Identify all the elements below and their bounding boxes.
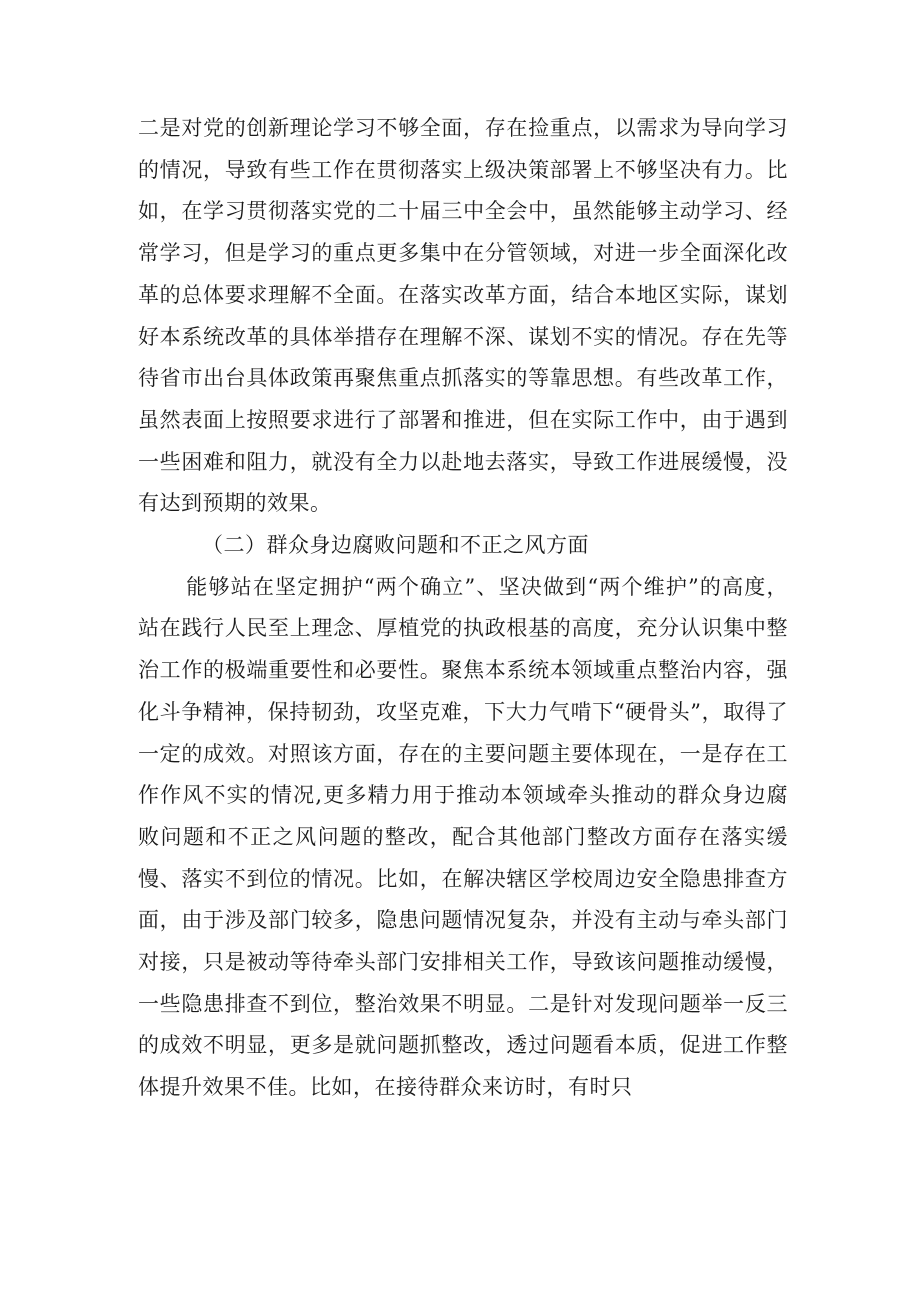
body-paragraph-1: 二是对党的创新理论学习不够全面，存在捡重点，以需求为导向学习的情况，导致有些工作在贯彻落实上级决策部署上不够坚决有力。比如，在学习贯彻落实党的二十届三中全会中，虽然能够主动学习、经常学习，但是学习的重点更多集中在分管领域，对进一步全面深化改革的总体要求理解不全面。在落实改革方面，结合本地区实际，谋划好本系统改革的具体举措存在理解不深、谋划不实的情况。存在先等待省市出台具体政策再聚焦重点抓落实的等靠思想。有些改革工作，虽然表面上按照要求进行了部署和推进，但在实际工作中，由于遇到一些困难和阻力，就没有全力以赴地去落实，导致工作进展缓慢，没有达到预期的效果。 bbox=[138, 116, 788, 516]
body-paragraph-2: 能够站在坚定拥护“两个确立”、坚决做到“两个维护”的高度，站在践行人民至上理念、厚植党的执政根基的高度，充分认识集中整治工作的极端重要性和必要性。聚焦本系统本领域重点整治内容，强化斗争精神，保持韧劲，攻坚克难，下大力气啃下“硬骨头”，取得了一定的成效。对照该方面，存在的主要问题主要体现在，一是存在工作作风不实的情况,更多精力用于推动本领域牵头推动的群众身边腐败问题和不正之风问题的整改，配合其他部门整改方面存在落实缓慢、落实不到位的情况。比如，在解决辖区学校周边安全隐患排查方面，由于涉及部门较多，隐患问题情况复杂，并没有主动与牵头部门对接，只是被动等待牵头部门安排相关工作，导致该问题推动缓慢，一些隐患排查不到位，整治效果不明显。二是针对发现问题举一反三的成效不明显，更多是就问题抓整改，透过问题看本质，促进工作整体提升效果不佳。比如，在接待群众来访时，有时只 bbox=[138, 574, 788, 1100]
document-page bbox=[138, 108, 788, 1109]
section-heading: （二）群众身边腐败问题和不正之风方面 bbox=[202, 533, 589, 558]
